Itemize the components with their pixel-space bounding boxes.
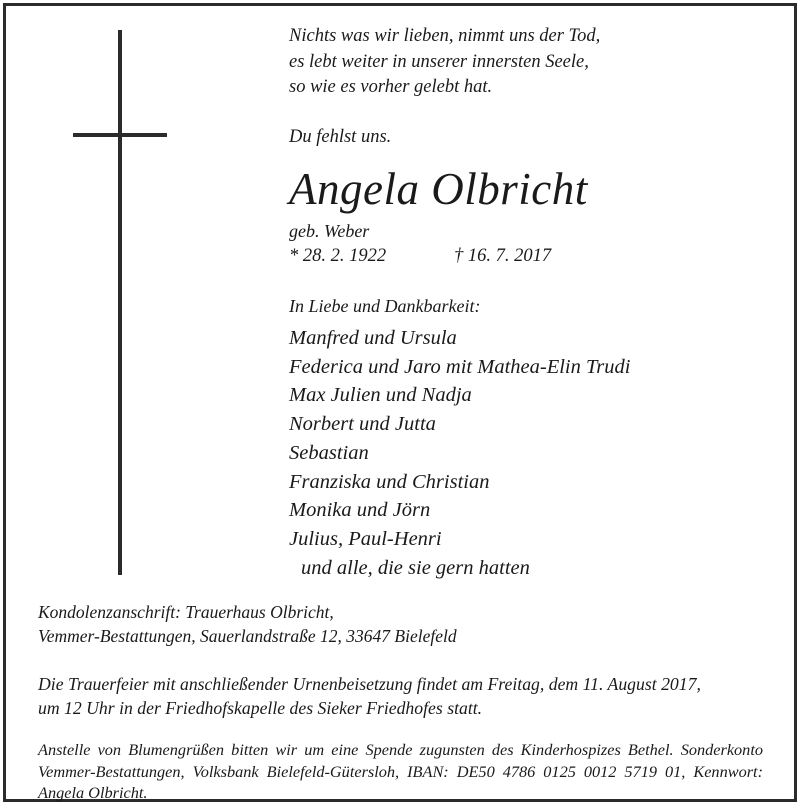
condolence-address-line-2: Vemmer-Bestattungen, Sauerlandstraße 12, 33647 Bielefeld [38,625,457,646]
mourners-closing-line: und alle, die sie gern hatten [301,556,530,579]
cross-vertical-stem [118,30,122,575]
gratitude-heading: In Liebe und Dankbarkeit: [289,296,481,316]
list-item: Franziska und Christian [289,470,490,493]
memorial-poem [289,24,769,101]
list-item: Julius, Paul-Henri [289,527,442,550]
list-item: Norbert und Jutta [289,413,436,436]
life-dates [289,244,769,269]
cross-horizontal-bar [73,133,167,137]
main-text-column [289,24,769,582]
cross-icon [60,25,240,580]
death-date: † 16. 7. 2017 [454,246,552,266]
poem-line-3: so wie es vorher gelebt hat. [289,77,493,97]
donation-text: Anstelle von Blumengrüßen bitten wir um eine Spende zugunsten des Kinderhospizes Bethel. Sonderkonto Vemmer-Bestattungen, Volksbank Bielefeld-Gütersloh, IBAN: DE50 4786 0125 0012 5719 01, Kennwort: Angela Olbricht. [38,740,763,802]
service-line-2: um 12 Uhr in der Friedhofskapelle des Sieker Friedhofes statt. [38,698,483,718]
deceased-name: Angela Olbricht [289,164,588,214]
poem-line-2: es lebt weiter in unserer innersten Seele, [289,51,589,72]
condolence-address-line-1: Kondolenzanschrift: Trauerhaus Olbricht, [38,602,334,622]
birth-date: * 28. 2. 1922 [289,246,387,266]
funeral-service-details [38,672,763,720]
donation-request [38,739,763,804]
miss-you-line: Du fehlst uns. [289,126,392,147]
mourners-list [289,324,769,582]
list-item: Monika und Jörn [289,499,431,522]
poem-line-1: Nichts was wir lieben, nimmt uns der Tod, [289,26,601,46]
list-item: Federica und Jaro mit Mathea-Elin Trudi [289,355,631,378]
condolence-address [38,601,763,648]
service-line-1: Die Trauerfeier mit anschließender Urnenbeisetzung findet am Freitag, dem 11. August 2017, [38,674,701,694]
list-item: Max Julien und Nadja [289,384,472,407]
list-item: Manfred und Ursula [289,327,457,349]
maiden-name: geb. Weber [289,221,370,241]
list-item: Sebastian [289,441,369,464]
footer-information [38,601,763,804]
